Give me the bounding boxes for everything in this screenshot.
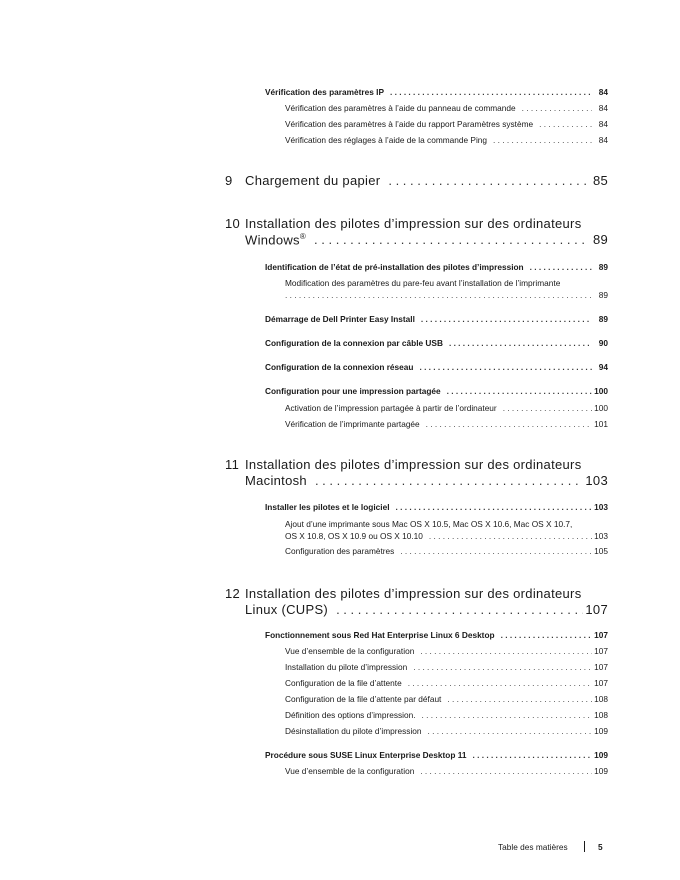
toc-subsection[interactable]: [285, 419, 608, 431]
dot-leader: [422, 710, 592, 720]
toc-subsection[interactable]: [285, 694, 608, 706]
toc-subsection[interactable]: [285, 290, 608, 302]
toc-subsection-title: Vérification de l’imprimante partagée: [285, 419, 420, 429]
toc-page-number: 89: [598, 262, 608, 272]
toc-subsection-title: Activation de l’impression partagée à partir de l’ordinateur: [285, 403, 497, 413]
registered-mark: ®: [299, 232, 307, 241]
toc-page-number: 109: [594, 726, 608, 736]
dot-leader: [449, 338, 592, 348]
toc-subsection-title: Définition des options d’impression.: [285, 710, 416, 720]
dot-leader: [285, 290, 592, 300]
toc-chapter-10[interactable]: [245, 232, 608, 250]
toc-section-title: Configuration de la connexion réseau: [265, 362, 414, 372]
footer-label: Table des matières: [498, 842, 568, 852]
toc-subsection[interactable]: [285, 710, 608, 722]
toc-section[interactable]: [265, 386, 608, 398]
toc-subsection-title[interactable]: Modification des paramètres du pare-feu avant l’installation de l’imprimante: [285, 278, 561, 288]
dot-leader: [501, 630, 592, 640]
toc-page-number: 84: [598, 103, 608, 113]
dot-leader: [429, 531, 592, 541]
dot-leader: [539, 119, 592, 129]
toc-chapter-11[interactable]: [245, 473, 608, 491]
dot-leader: [493, 135, 592, 145]
toc-page-number: 103: [594, 502, 608, 512]
toc-section-title: Procédure sous SUSE Linux Enterprise Desktop 11: [265, 750, 467, 760]
toc-page-number: 100: [594, 403, 608, 413]
toc-subsection-title: Vue d’ensemble de la configuration: [285, 766, 415, 776]
toc-page-number: 94: [598, 362, 608, 372]
chapter-title-line2: Macintosh: [245, 473, 307, 488]
toc-section[interactable]: [265, 362, 608, 374]
chapter-title[interactable]: Installation des pilotes d’impression sur des ordinateurs: [245, 216, 582, 231]
toc-subsection[interactable]: [285, 403, 608, 415]
chapter-title[interactable]: Installation des pilotes d’impression sur des ordinateurs: [245, 457, 582, 472]
toc-subsection[interactable]: [285, 678, 608, 690]
toc-section[interactable]: [265, 630, 608, 642]
toc-subsection-title: Configuration de la file d’attente par défaut: [285, 694, 442, 704]
toc-page-number: 89: [598, 290, 608, 300]
toc-subsection-title: Désinstallation du pilote d’impression: [285, 726, 422, 736]
chapter-title-line2: Linux (CUPS): [245, 602, 329, 617]
dot-leader: [314, 232, 586, 247]
dot-leader: [447, 694, 592, 704]
toc-page-number: 107: [585, 602, 608, 617]
toc-page-number: 101: [594, 419, 608, 429]
toc-section-title: Configuration pour une impression partagée: [265, 386, 441, 396]
footer-page-number: 5: [598, 842, 603, 852]
toc-subsection-title-line2: OS X 10.8, OS X 10.9 ou OS X 10.10: [285, 531, 423, 541]
toc-page-number: 109: [594, 750, 608, 760]
toc-subsection-title: Configuration de la file d’attente: [285, 678, 402, 688]
toc-section-title: Installer les pilotes et le logiciel: [265, 502, 390, 512]
toc-section-ip-check[interactable]: [265, 87, 608, 99]
toc-page-number: 84: [598, 87, 608, 97]
toc-page-number: 90: [598, 338, 608, 348]
dot-leader: [420, 766, 592, 776]
toc-page-number: 107: [594, 662, 608, 672]
toc-page-number: 84: [598, 135, 608, 145]
toc-subsection-title: Installation du pilote d’impression: [285, 662, 408, 672]
toc-subsection-title: Vérification des paramètres à l’aide du rapport Paramètres système: [285, 119, 534, 129]
toc-page-number: 109: [594, 766, 608, 776]
toc-section[interactable]: [265, 314, 608, 326]
chapter-number: 9: [225, 173, 233, 188]
toc-subsection-title: Configuration des paramètres: [285, 546, 395, 556]
toc-page-number: 89: [592, 232, 608, 248]
dot-leader: [408, 678, 592, 688]
chapter-title-line2: Windows: [245, 232, 300, 248]
dot-leader: [388, 173, 586, 188]
toc-subsection-title: Vérification des réglages à l’aide de la commande Ping: [285, 135, 488, 145]
toc-subsection-title: Vérification des paramètres à l’aide du panneau de commande: [285, 103, 516, 113]
dot-leader: [336, 602, 583, 617]
dot-leader: [420, 646, 592, 656]
toc-section[interactable]: [265, 262, 608, 274]
dot-leader: [473, 750, 593, 760]
toc-subsection[interactable]: [285, 766, 608, 778]
chapter-number: 11: [225, 457, 240, 472]
toc-page-number: 107: [594, 678, 608, 688]
toc-page-number: 84: [598, 119, 608, 129]
toc-subsection[interactable]: [285, 546, 608, 558]
toc-subsection-title[interactable]: Ajout d’une imprimante sous Mac OS X 10.5, Mac OS X 10.6, Mac OS X 10.7,: [285, 519, 573, 529]
toc-section-title: Identification de l’état de pré-installation des pilotes d’impression: [265, 262, 524, 272]
toc-page-number: 108: [594, 710, 608, 720]
toc-section[interactable]: [265, 750, 608, 762]
dot-leader: [413, 662, 592, 672]
toc-section[interactable]: [265, 502, 608, 514]
dot-leader: [396, 502, 593, 512]
chapter-title: Chargement du papier: [245, 173, 381, 188]
toc-subsection[interactable]: [285, 135, 608, 147]
toc-chapter-12[interactable]: [245, 602, 608, 620]
toc-subsection[interactable]: [285, 103, 608, 115]
toc-page-number: 107: [594, 630, 608, 640]
toc-page-number: 100: [594, 386, 608, 396]
toc-chapter-9[interactable]: [245, 173, 608, 191]
dot-leader: [400, 546, 592, 556]
chapter-number: 10: [225, 216, 241, 231]
toc-subsection[interactable]: [285, 646, 608, 658]
dot-leader: [530, 262, 592, 272]
chapter-title-cont: [245, 232, 306, 247]
toc-section-title: Démarrage de Dell Printer Easy Install: [265, 314, 415, 324]
toc-page-number: 85: [592, 173, 608, 188]
dot-leader: [426, 419, 592, 429]
dot-leader: [447, 386, 592, 396]
toc-page-number: 108: [594, 694, 608, 704]
dot-leader: [315, 473, 583, 488]
toc-section-title: Vérification des paramètres IP: [265, 87, 384, 97]
toc-section-title: Configuration de la connexion par câble USB: [265, 338, 443, 348]
toc-subsection-title: Vue d’ensemble de la configuration: [285, 646, 415, 656]
toc-section-title: Fonctionnement sous Red Hat Enterprise Linux 6 Desktop: [265, 630, 495, 640]
toc-page-number: 105: [594, 546, 608, 556]
toc-page-number: 103: [585, 473, 608, 488]
toc-subsection[interactable]: [285, 726, 608, 738]
dot-leader: [419, 362, 592, 372]
toc-subsection[interactable]: [285, 662, 608, 674]
footer-divider: [584, 841, 585, 852]
toc-section[interactable]: [265, 338, 608, 350]
toc-page-number: 107: [594, 646, 608, 656]
dot-leader: [428, 726, 592, 736]
dot-leader: [503, 403, 592, 413]
toc-page-number: 89: [598, 314, 608, 324]
dot-leader: [390, 87, 592, 97]
toc-subsection[interactable]: [285, 531, 608, 543]
dot-leader: [421, 314, 592, 324]
dot-leader: [522, 103, 592, 113]
chapter-number: 12: [225, 586, 241, 601]
chapter-title[interactable]: Installation des pilotes d’impression sur des ordinateurs: [245, 586, 582, 601]
toc-page-number: 103: [594, 531, 608, 541]
toc-subsection[interactable]: [285, 119, 608, 131]
